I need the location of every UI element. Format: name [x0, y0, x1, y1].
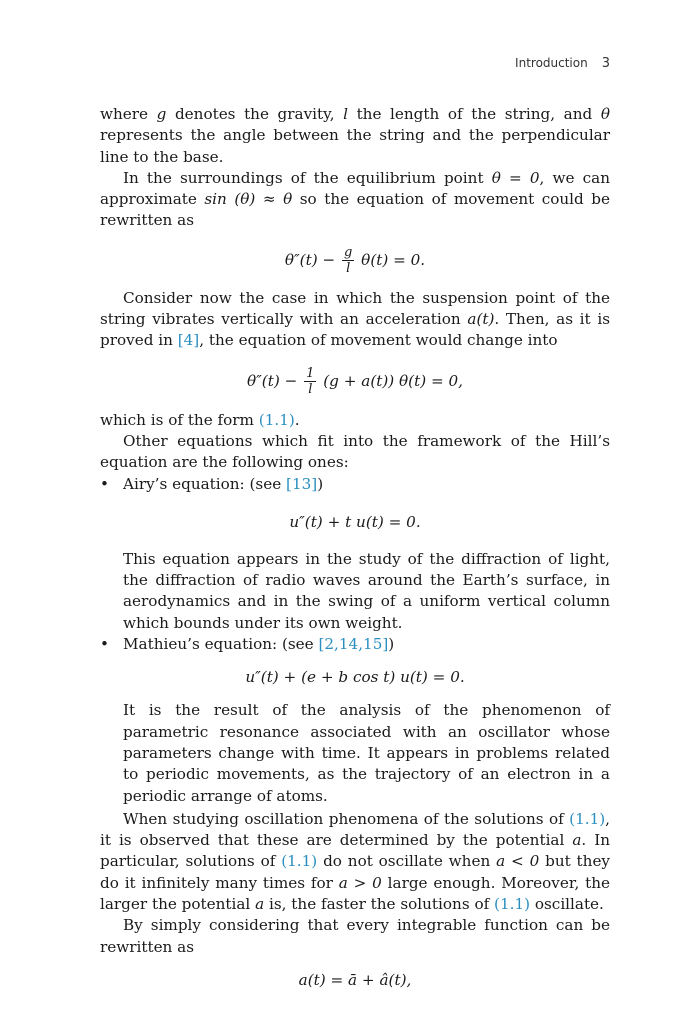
equation-vibrating-pendulum: θ″(t) − $\frac{1}{l}$ (g + a(t)) θ(t) = 0, [246, 366, 464, 398]
page-number: 3 [601, 56, 610, 71]
equation-airy: u″(t) + t u(t) = 0. [289, 512, 421, 531]
paragraph-3: Consider now the case in which the suspension point of the string vibrates vertically with an acceleration a(t). Then, as it is proved in [4], the equation of movement would change into [100, 288, 610, 350]
paragraph-airy-description: This equation appears in the study of the diffraction of light, the diffraction of radio waves around the Earth’s surface, in aerodynamics and in the swing of a uniform vertical column which bounds under its own weight. [123, 549, 610, 632]
equation-ref-link[interactable]: (1.1) [569, 809, 606, 828]
equation-mathieu: u″(t) + (e + b cos t) u(t) = 0. [245, 668, 465, 687]
equation-potential-decomposition: a(t) = ā + â(t), [298, 970, 412, 989]
equation-ref-link[interactable]: (1.1) [258, 410, 295, 429]
paragraph-mathieu-description: It is the result of the analysis of the phenomenon of parametric resonance associated with an oscillator whose parameters change with time. It appears in problems related to periodic movements, as the trajectory of an electron in a periodic arrange of atoms. [123, 701, 610, 805]
fraction-g-over-l: $\frac{g}{l}$ [344, 245, 353, 277]
equation-ref-link[interactable]: (1.1) [281, 852, 318, 871]
paragraph-2: In the surroundings of the equilibrium point θ = 0, we can approximate sin (θ) ≈ θ so the equation of movement could be rewritten as [100, 168, 610, 230]
paragraph-9: By simply considering that every integrable function can be rewritten as [100, 916, 610, 956]
bullet-icon: • [100, 635, 109, 654]
citation-link[interactable]: [4] [177, 331, 200, 350]
equation-ref-link[interactable]: (1.1) [494, 895, 531, 914]
fraction-1-over-l: $\frac{1}{l}$ [306, 366, 315, 398]
header-section-title: Introduction [515, 56, 588, 70]
equation-pendulum-linearized: θ″(t) − $\frac{g}{l}$ θ(t) = 0. [284, 245, 426, 277]
page-body [100, 104, 610, 1002]
list-item-airy: • Airy’s equation: (see [13]) [100, 474, 610, 495]
paragraph-1: where g denotes the gravity, l the length of the string, and θ represents the angle between the string and the perpendicular line to the base. [100, 105, 610, 166]
running-header [515, 56, 610, 71]
paragraph-4: which is of the form (1.1). [100, 410, 300, 429]
bullet-icon: • [100, 474, 109, 493]
paragraph-8: When studying oscillation phenomena of the solutions of (1.1), it is observed that these are determined by the potential a. In particular, solutions of (1.1) do not oscillate when a < 0 but they do it infinitely many times for a > 0 large enough. Moreover, the larger the potential a is, the faster the solutions of (1.1) oscillate. [100, 809, 611, 914]
paragraph-5: Other equations which fit into the framework of the Hill’s equation are the following ones: [100, 431, 610, 472]
list-item-mathieu: • Mathieu’s equation: (see [2,14,15]) [100, 634, 610, 655]
citation-link[interactable]: [2,14,15] [318, 635, 389, 654]
citation-link[interactable]: [13] [286, 474, 318, 493]
